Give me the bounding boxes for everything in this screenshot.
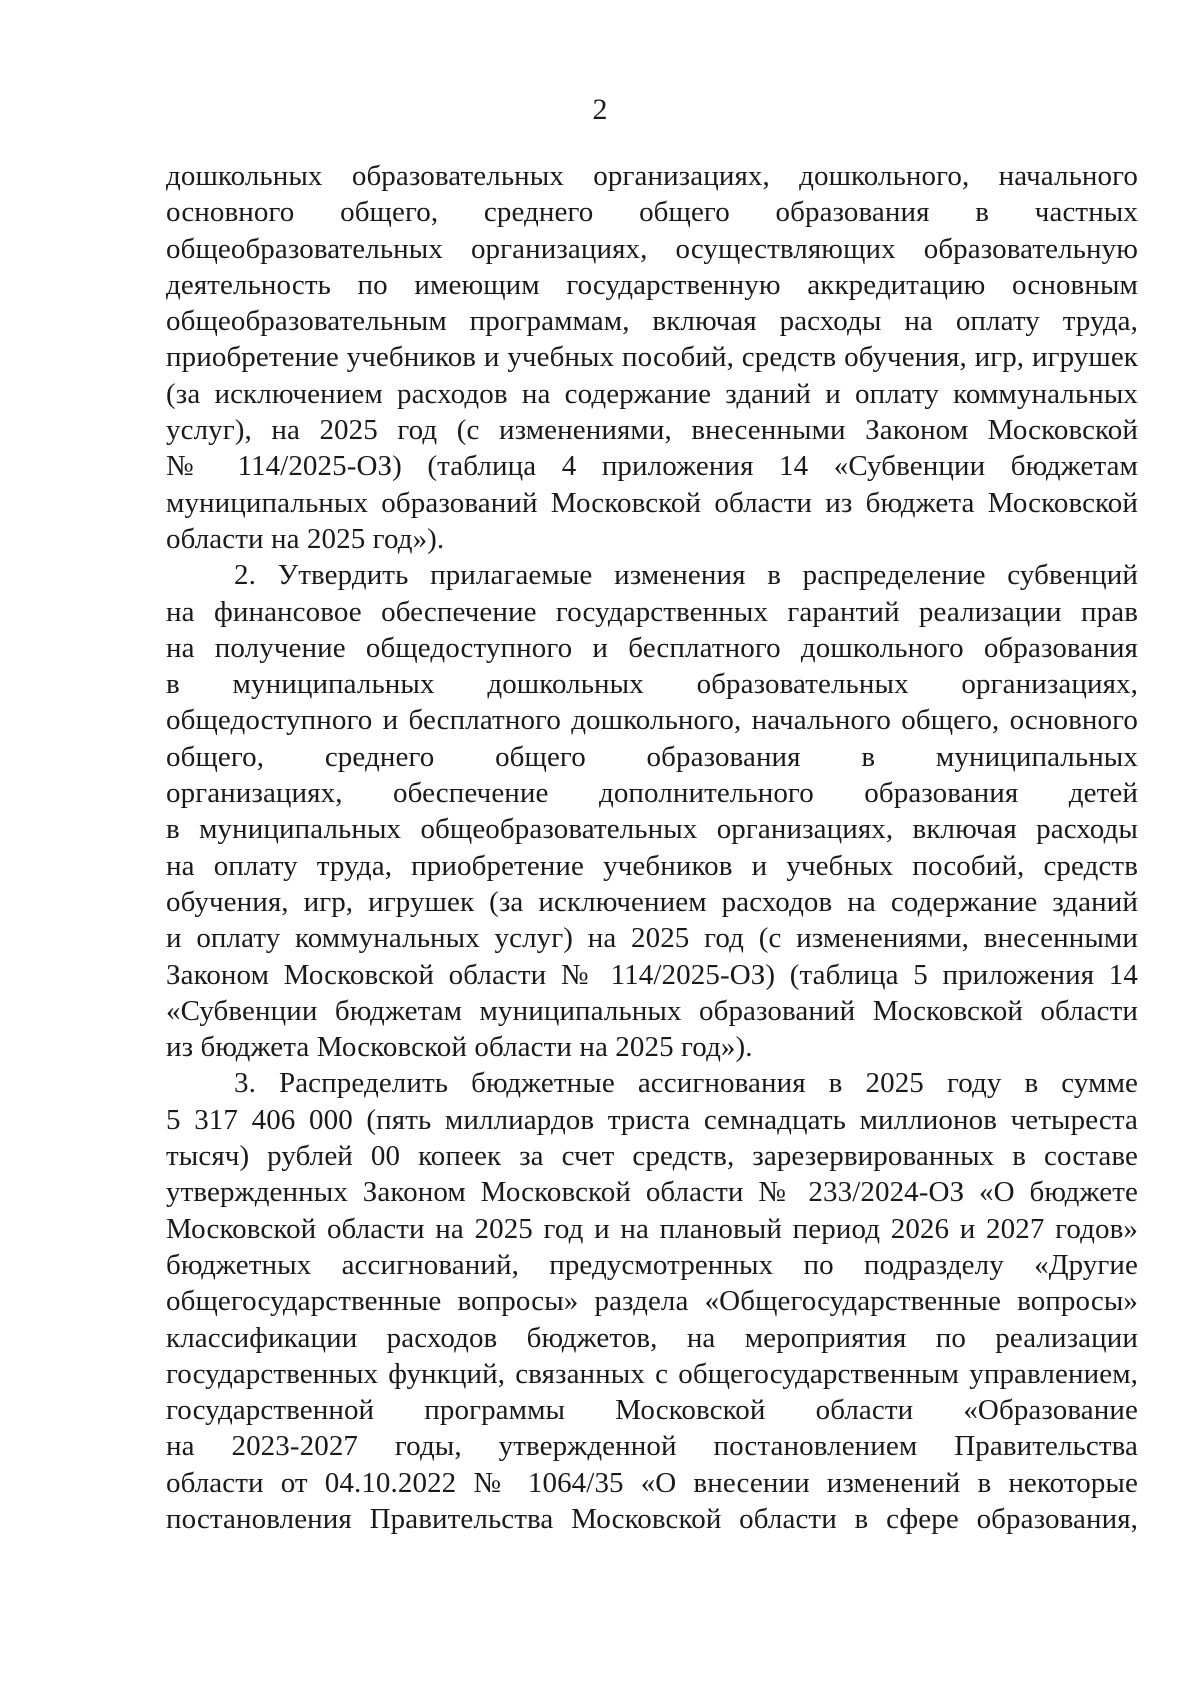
text-line: тысяч) рублей 00 копеек за счет средств, зарезервированных в составе	[166, 1140, 1138, 1173]
text-line: дошкольных образовательных организациях, дошкольного, начального	[166, 160, 1138, 192]
text-line: общегосударственные вопросы» раздела «Общегосударственные вопросы»	[166, 1285, 1138, 1318]
text-line: организациях, обеспечение дополнительного образования детей	[166, 777, 1138, 810]
text-line: муниципальных образований Московской области из бюджета Московской	[166, 486, 1138, 519]
text-line: постановления Правительства Московской области в сфере образования,	[166, 1502, 1138, 1535]
document-body	[166, 158, 1138, 1537]
text-line: бюджетных ассигнований, предусмотренных по подразделу «Другие	[166, 1248, 1138, 1281]
text-line: услуг), на 2025 год (с изменениями, внесенными Законом Московской	[166, 414, 1138, 447]
text-line: в муниципальных общеобразовательных организациях, включая расходы	[166, 813, 1138, 846]
text-line: 3. Распределить бюджетные ассигнования в 2025 году в сумме	[234, 1067, 1138, 1100]
text-line: (за исключением расходов на содержание зданий и оплату коммунальных	[166, 377, 1138, 410]
text-line: приобретение учебников и учебных пособий, средств обучения, игр, игрушек	[166, 341, 1138, 374]
text-line: Московской области на 2025 год и на плановый период 2026 и 2027 годов»	[166, 1212, 1138, 1245]
text-line: основного общего, среднего общего образования в частных	[166, 196, 1138, 229]
text-line: общеобразовательных организациях, осуществляющих образовательную	[166, 232, 1138, 265]
text-line: в муниципальных дошкольных образовательных организациях,	[166, 668, 1138, 701]
text-line: классификации расходов бюджетов, на мероприятия по реализации	[166, 1321, 1138, 1354]
page-number: 2	[592, 93, 608, 126]
text-line: «Субвенции бюджетам муниципальных образований Московской области	[166, 994, 1138, 1027]
text-line: на оплату труда, приобретение учебников и учебных пособий, средств	[166, 849, 1138, 882]
text-line: на получение общедоступного и бесплатного дошкольного образования	[166, 631, 1138, 664]
text-line: № 114/2025-ОЗ) (таблица 4 приложения 14 «Субвенции бюджетам	[166, 450, 1138, 483]
text-line: Законом Московской области № 114/2025-ОЗ) (таблица 5 приложения 14	[166, 958, 1138, 991]
text-line: из бюджета Московской области на 2025 год»).	[166, 1031, 753, 1064]
text-line: 5 317 406 000 (пять миллиардов триста семнадцать миллионов четыреста	[166, 1103, 1138, 1136]
text-line: области от 04.10.2022 № 1064/35 «О внесении изменений в некоторые	[166, 1466, 1138, 1499]
text-line: обучения, игр, игрушек (за исключением расходов на содержание зданий	[166, 885, 1138, 918]
text-line: и оплату коммунальных услуг) на 2025 год (с изменениями, внесенными	[166, 922, 1138, 955]
text-line: общеобразовательным программам, включая расходы на оплату труда,	[166, 305, 1138, 338]
text-line: государственной программы Московской области «Образование	[166, 1394, 1138, 1427]
text-line: на 2023-2027 годы, утвержденной постановлением Правительства	[166, 1430, 1138, 1463]
text-line: утвержденных Законом Московской области № 233/2024-ОЗ «О бюджете	[166, 1176, 1138, 1209]
text-line: 2. Утвердить прилагаемые изменения в распределение субвенций	[234, 559, 1138, 592]
text-line: общедоступного и бесплатного дошкольного, начального общего, основного	[166, 704, 1138, 737]
text-line: области на 2025 год»).	[166, 522, 445, 555]
text-line: на финансовое обеспечение государственных гарантий реализации прав	[166, 595, 1138, 628]
text-line: общего, среднего общего образования в муниципальных	[166, 740, 1138, 773]
text-line: деятельность по имеющим государственную аккредитацию основным	[166, 268, 1138, 301]
text-line: государственных функций, связанных с общегосударственным управлением,	[166, 1357, 1138, 1390]
